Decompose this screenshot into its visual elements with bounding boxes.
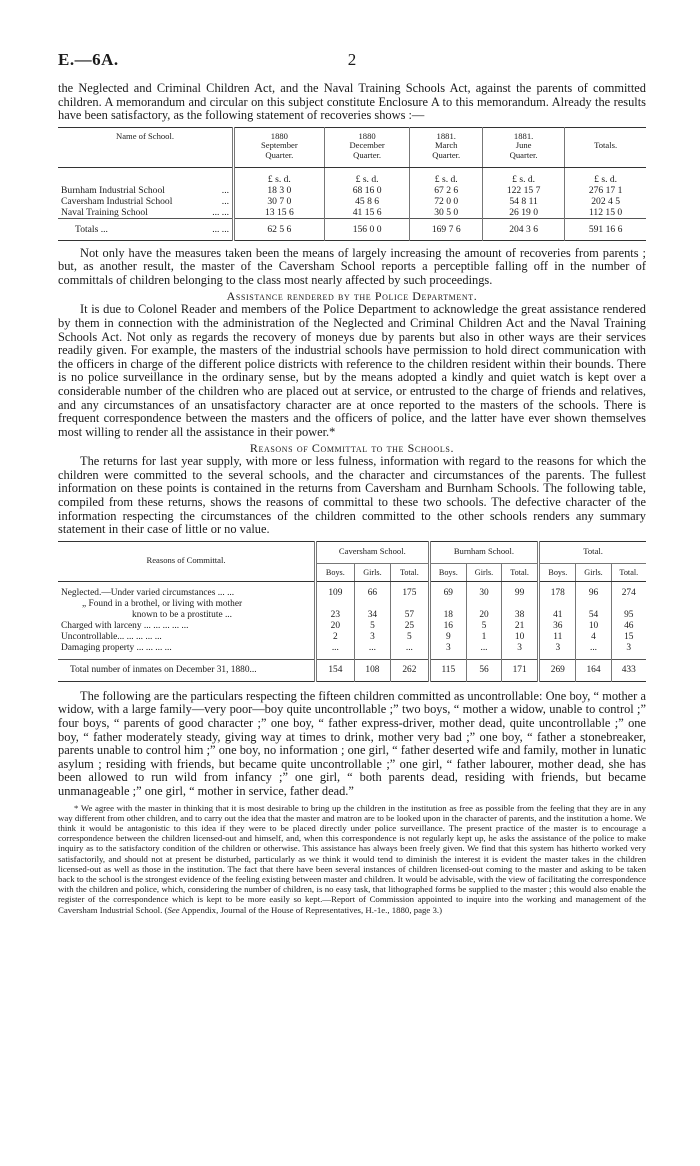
- total-cell: 169 7 6: [410, 218, 483, 240]
- amount-cell: 30 5 0: [410, 207, 483, 219]
- count-cell: ...: [354, 643, 390, 660]
- recoveries-paragraph: Not only have the measures taken been the means of largely increasing the amount of recoveries from parents ; but, as another result, the master of the Caversham School reports a perceptible falling off in the number of committals of children belonging to the class most nearly affected by such proceedings.: [58, 245, 646, 287]
- count-cell: 4: [576, 632, 611, 643]
- units-cell: £ s. d.: [324, 167, 410, 185]
- count-cell: [502, 599, 539, 610]
- col-quarter: Quarter.: [353, 149, 382, 160]
- count-cell: 3: [539, 643, 576, 660]
- reason-label: Damaging property: [61, 642, 135, 653]
- amount-cell: 54 8 11: [482, 196, 564, 207]
- count-cell: 10: [576, 621, 611, 632]
- amount-cell: 122 15 7: [482, 185, 564, 196]
- committal-table: [58, 541, 646, 682]
- count-cell: 178: [539, 581, 576, 599]
- totals-label-cell: [58, 218, 234, 240]
- count-cell: [611, 599, 646, 610]
- col-period: March: [435, 140, 458, 151]
- count-cell: ...: [316, 643, 355, 660]
- table-row: [58, 196, 646, 207]
- count-cell: 175: [391, 581, 430, 599]
- total-cell: 204 3 6: [482, 218, 564, 240]
- total-cell: 108: [354, 659, 390, 681]
- table-row: [58, 599, 646, 610]
- col-year: 1880: [358, 130, 376, 141]
- units-row: [58, 167, 646, 185]
- sub-header-girls: Girls.: [354, 563, 390, 581]
- count-cell: 109: [316, 581, 355, 599]
- amount-cell: 68 16 0: [324, 185, 410, 196]
- total-cell: 62 5 6: [234, 218, 325, 240]
- count-cell: 36: [539, 621, 576, 632]
- school-name-cell: [58, 185, 234, 196]
- count-cell: 3: [429, 643, 466, 660]
- count-cell: [354, 599, 390, 610]
- count-cell: [429, 599, 466, 610]
- total-cell: 154: [316, 659, 355, 681]
- col-header-totals: Totals.: [565, 127, 646, 167]
- amount-cell: 45 8 6: [324, 196, 410, 207]
- count-cell: 21: [502, 621, 539, 632]
- reason-label: Uncontrollable...: [61, 631, 125, 642]
- reason-cell: [58, 643, 316, 660]
- col-period: June: [515, 140, 532, 151]
- units-cell: £ s. d.: [565, 167, 646, 185]
- total-label-cell: Total number of inmates on December 31, 1880...: [58, 659, 316, 681]
- amount-cell: 67 2 6: [410, 185, 483, 196]
- count-cell: ...: [576, 643, 611, 660]
- col-period: December: [349, 140, 385, 151]
- leader-dots: ... ... ... ...: [126, 631, 162, 642]
- count-cell: 2: [316, 632, 355, 643]
- count-cell: ...: [391, 643, 430, 660]
- intro-paragraph: the Neglected and Criminal Children Act, and the Naval Training Schools Act, against the parents of committed children. A memorandum and circular on this subject constitute Enclosure A to this memorandum. Already the results have been satisfactory, as the following statement of recoveries shows :—: [58, 81, 646, 123]
- count-cell: 20: [316, 621, 355, 632]
- units-cell: £ s. d.: [410, 167, 483, 185]
- sub-header-girls: Girls.: [576, 563, 611, 581]
- count-cell: 3: [354, 632, 390, 643]
- reason-cell: [58, 621, 316, 632]
- table-row: [58, 610, 646, 621]
- amount-cell: 41 15 6: [324, 207, 410, 219]
- total-cell: 115: [429, 659, 466, 681]
- recoveries-table: [58, 127, 646, 241]
- count-cell: 5: [354, 621, 390, 632]
- total-cell: 171: [502, 659, 539, 681]
- count-cell: [391, 599, 430, 610]
- count-cell: 25: [391, 621, 430, 632]
- sub-header-boys: Boys.: [429, 563, 466, 581]
- sub-header-total: Total.: [611, 563, 646, 581]
- col-header-dec-1880: [324, 127, 410, 167]
- total-cell: 164: [576, 659, 611, 681]
- count-cell: 69: [429, 581, 466, 599]
- reason-label: known to be a prostitute ...: [132, 609, 232, 620]
- count-cell: 66: [354, 581, 390, 599]
- col-year: 1881.: [436, 130, 456, 141]
- count-cell: ...: [466, 643, 501, 660]
- school-name: Caversham Industrial School: [61, 195, 173, 207]
- page-body: [58, 82, 646, 915]
- footnote-body: * We agree with the master in thinking that it is most desirable to bring up the children in the institution as free as possible from the feeling that they are in any way different from other children, and to carry out the idea that the master and matron are to be looked upon in the character of parents, and the institution a home. We think it would be antagonistic to this idea if they were to be placed directly under police surveillance. The present practice of the master is to encourage a correspondence between the children licensed-out and himself, and, when this correspondence is not regularly kept up, he asks the assistance of the police to make inquiry as to the satisfactory condition of the children or otherwise. This assistance has always been freely given. We find that this system has hitherto worked very satisfactorily, and should not at present be disturbed, particularly as we think it would tend to diminish the interest it is evident the master takes in the children licensed-out as well as those in the institution. The fact that there have been several instances of children licensed-out coming to the master and asking to be taken back to the school is the strongest evidence of the feeling existing between master and children. It would be advisable, with the view of facilitating the correspondence with the children and police, which, considering the number of children, is no easy task, that lithographed forms be supplied to the master ; this would also enable the register of the correspondence which is kept to be more easily so kept.—Report of Commission appointed to inquire into the working and management of the Caversham Industrial School. (: [58, 802, 646, 915]
- leader-dots: ...: [221, 184, 229, 196]
- assistance-paragraph: It is due to Colonel Reader and members of the Police Department to acknowledge the great assistance rendered by them in connection with the administration of the Neglected and Criminal Children Act and the Naval Training Schools Act. Not only as regards the recovery of moneys due by parents but also in other ways are their services readily given. For example, the masters of the industrial schools have permission to hold direct communication with the officers in charge of the different police districts with reference to the children resident within their bounds. There is no police surveillance in the ordinary sense, but by the means adopted a kindly and quiet watch is kept over a considerable number of the children who are placed out at service, or entrusted to the charge of friends and relatives, and any circumstances of an unsatisfactory character are at once reported to the masters of the schools. There is frequent correspondence between the masters and the officers of police, and the latter have ever shown themselves most willing to render all the assistance in their power.*: [58, 302, 646, 439]
- school-name-cell: [58, 207, 234, 219]
- count-cell: 5: [466, 621, 501, 632]
- count-cell: 1: [466, 632, 501, 643]
- count-cell: 18: [429, 610, 466, 621]
- count-cell: [316, 599, 355, 610]
- count-cell: 15: [611, 632, 646, 643]
- table-row: [58, 581, 646, 599]
- count-cell: 95: [611, 610, 646, 621]
- table-row: [58, 621, 646, 632]
- sub-header-boys: Boys.: [316, 563, 355, 581]
- total-cell: 156 0 0: [324, 218, 410, 240]
- count-cell: 10: [502, 632, 539, 643]
- totals-row: [58, 659, 646, 681]
- count-cell: 274: [611, 581, 646, 599]
- leader-dots: ... ... ... ...: [136, 642, 172, 653]
- count-cell: 46: [611, 621, 646, 632]
- reasons-header: Reasons of Committal.: [58, 541, 316, 581]
- assistance-heading: Assistance rendered by the Police Department.: [226, 289, 478, 304]
- reason-cell: [58, 610, 316, 621]
- count-cell: 5: [391, 632, 430, 643]
- page-header: [58, 50, 646, 72]
- count-cell: 11: [539, 632, 576, 643]
- leader-dots: ...: [227, 587, 235, 598]
- count-cell: 34: [354, 610, 390, 621]
- count-cell: 30: [466, 581, 501, 599]
- reasons-heading: Reasons of Committal to the Schools.: [249, 441, 455, 456]
- leader-dots: ... ...: [212, 206, 229, 218]
- footnote: [58, 803, 646, 915]
- group-total: Total.: [539, 541, 646, 563]
- amount-cell: 72 0 0: [410, 196, 483, 207]
- sub-header-total: Total.: [502, 563, 539, 581]
- reason-cell: [58, 581, 316, 599]
- col-year: 1880: [270, 130, 288, 141]
- amount-cell: 112 15 0: [565, 207, 646, 219]
- count-cell: 9: [429, 632, 466, 643]
- totals-row: [58, 218, 646, 240]
- col-header-sept-1880: [234, 127, 325, 167]
- sub-header-girls: Girls.: [466, 563, 501, 581]
- sub-header-boys: Boys.: [539, 563, 576, 581]
- leader-dots: ...: [221, 195, 229, 207]
- count-cell: 16: [429, 621, 466, 632]
- units-spacer: [58, 167, 234, 185]
- totals-label: Totals ...: [75, 223, 108, 235]
- col-quarter: Quarter.: [509, 149, 538, 160]
- committal-group-header-row: [58, 541, 646, 563]
- col-quarter: Quarter.: [265, 149, 294, 160]
- col-header-mar-1881: [410, 127, 483, 167]
- footnote-reference: Appendix, Journal of the House of Representatives, H.-1e., 1880, page 3.): [179, 904, 443, 915]
- footnote-text: [58, 803, 646, 915]
- count-cell: [539, 599, 576, 610]
- total-cell: 269: [539, 659, 576, 681]
- col-header-jun-1881: [482, 127, 564, 167]
- table-row: [58, 632, 646, 643]
- group-caversham: Caversham School.: [316, 541, 430, 563]
- count-cell: 38: [502, 610, 539, 621]
- total-cell: 591 16 6: [565, 218, 646, 240]
- school-name-cell: [58, 196, 234, 207]
- col-year: 1881.: [513, 130, 534, 141]
- recoveries-header-row: [58, 127, 646, 167]
- document-code: E.—6A.: [58, 50, 119, 69]
- reasons-paragraph: The returns for last year supply, with more or less fulness, information with regard to the reasons for which the children were committed to the several schools, and the character and circumstances of the parents. The fullest information on these points is contained in the returns from Caversham and Burnham Schools. The following table, compiled from these returns, shows the reasons of committal to these two schools. The defective character of the information respecting the circumstances of the children committed to the other schools renders any summary statement in their case of little or no value.: [58, 454, 646, 537]
- amount-cell: 276 17 1: [565, 185, 646, 196]
- units-cell: £ s. d.: [482, 167, 564, 185]
- amount-cell: 13 15 6: [234, 207, 325, 219]
- reason-label: Neglected.—Under varied circumstances ...: [61, 587, 225, 598]
- group-burnham: Burnham School.: [429, 541, 539, 563]
- page-number: 2: [347, 50, 357, 69]
- reason-label: „ Found in a brothel, or living with mother: [82, 598, 243, 609]
- amount-cell: 30 7 0: [234, 196, 325, 207]
- units-cell: £ s. d.: [234, 167, 325, 185]
- count-cell: 3: [611, 643, 646, 660]
- leader-dots: ... ...: [212, 223, 229, 235]
- table-row: [58, 643, 646, 660]
- footnote-see: See: [167, 904, 180, 915]
- count-cell: 20: [466, 610, 501, 621]
- count-cell: 41: [539, 610, 576, 621]
- count-cell: 96: [576, 581, 611, 599]
- amount-cell: 18 3 0: [234, 185, 325, 196]
- recoveries-name-header: Name of School.: [58, 127, 234, 167]
- amount-cell: 202 4 5: [565, 196, 646, 207]
- total-cell: 262: [391, 659, 430, 681]
- count-cell: 3: [502, 643, 539, 660]
- school-name: Burnham Industrial School: [61, 184, 165, 196]
- table-row: [58, 185, 646, 196]
- count-cell: [466, 599, 501, 610]
- count-cell: 54: [576, 610, 611, 621]
- amount-cell: 26 19 0: [482, 207, 564, 219]
- count-cell: 99: [502, 581, 539, 599]
- school-name: Naval Training School: [61, 206, 148, 218]
- reason-cell: [58, 632, 316, 643]
- reason-cell: [58, 599, 316, 610]
- count-cell: [576, 599, 611, 610]
- count-cell: 23: [316, 610, 355, 621]
- particulars-paragraph: The following are the particulars respecting the fifteen children committed as uncontrollable: One boy, “ mother a widow, with a large family—very poor—boy quite uncontrollable ;” two boys, “ mother a widow, unable to control ;” four boys, “ parents of good character ;” one boy, “ father express-driver, mother dead, quite uncontrollable ;” one boy, “ father moderately steady, giving way at times to drink, mother very bad ;” one boy, “ father a stonebreaker, parents unable to control him ;” one boy, no information ; one girl, “ father deserted wife and family, mother in lunatic asylum ; residing with friends, but became quite uncontrollable ;” one girl, “ father labourer, mother dead, she has been allowed to run wild from infancy ;” one girl, “ both parents dead, residing with friends, but became unmanageable ;” one girl, “ mother in service, father dead.”: [58, 688, 646, 798]
- reason-label: Charged with larceny ...: [61, 620, 151, 631]
- table-row: [58, 207, 646, 219]
- count-cell: 57: [391, 610, 430, 621]
- total-cell: 433: [611, 659, 646, 681]
- sub-header-total: Total.: [391, 563, 430, 581]
- col-quarter: Quarter.: [432, 149, 461, 160]
- total-cell: 56: [466, 659, 501, 681]
- col-period: September: [260, 140, 298, 151]
- leader-dots: ... ... ... ...: [153, 620, 189, 631]
